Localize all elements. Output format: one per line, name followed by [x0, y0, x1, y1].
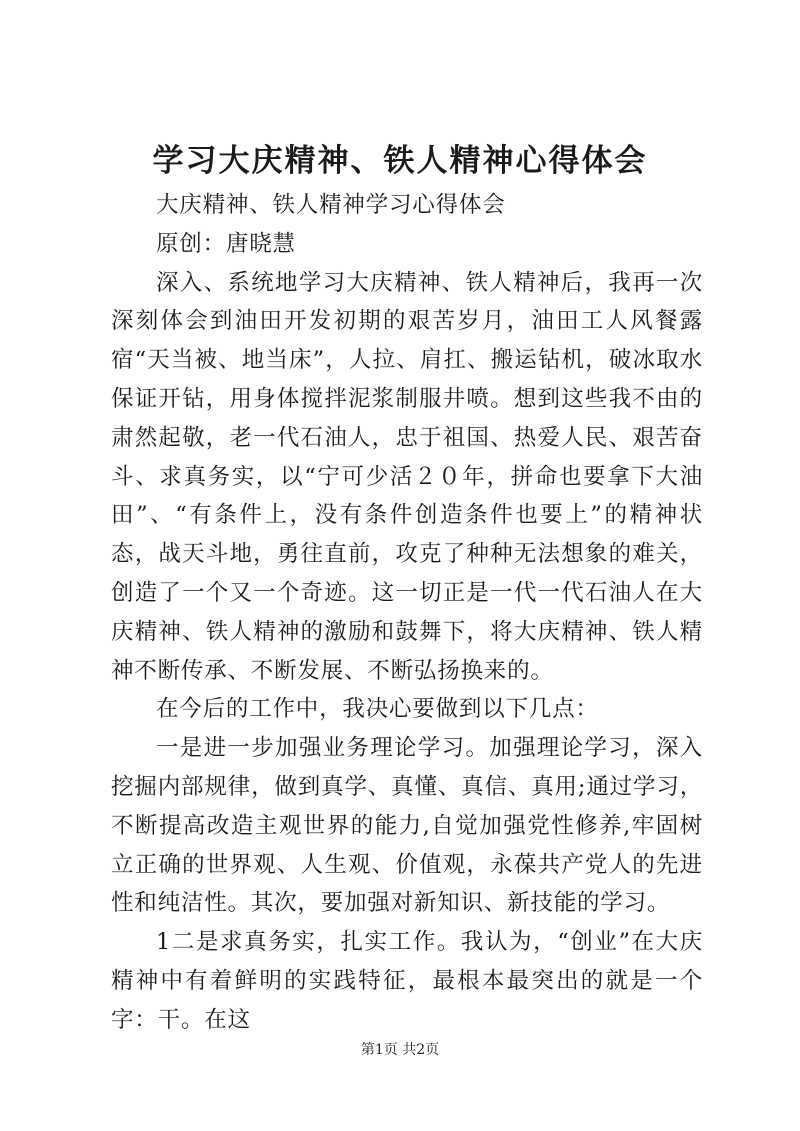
body-paragraph: 一是进一步加强业务理论学习。加强理论学习，深入挖掘内部规律，做到真学、真懂、真信、真用;通过学习，不断提高改造主观世界的能力,自觉加强党性修养,牢固树立正确的世界观、人生观、价值观，永葆共产党人的先进性和纯洁性。其次，要加强对新知识、新技能的学习。 — [111, 735, 703, 917]
body-paragraph: 1二是求真务实，扎实工作。我认为，“创业”在大庆精神中有着鲜明的实践特征，最根本最突出的就是一个字：干。在这 — [111, 929, 703, 1033]
document-title: 学习大庆精神、铁人精神心得体会 — [152, 143, 648, 179]
body-paragraph: 深入、系统地学习大庆精神、铁人精神后，我再一次深刻体会到油田开发初期的艰苦岁月，油田工人风餐露宿“天当被、地当床”，人拉、肩扛、搬运钻机，破冰取水保证开钻，用身体搅拌泥浆制服井喷。想到这些我不由的肃然起敬，老一代石油人，忠于祖国、热爱人民、艰苦奋斗、求真务实，以“宁可少活２０年，拼命也要拿下大油田”、“有条件上，没有条件创造条件也要上”的精神状态，战天斗地，勇往直前，攻克了种种无法想象的难关，创造了一个又一个奇迹。这一切正是一代一代石油人在大庆精神、铁人精神的激励和鼓舞下，将大庆精神、铁人精神不断传承、不断发展、不断弘扬换来的。 — [111, 269, 703, 684]
body-paragraph: 在今后的工作中，我决心要做到以下几点： — [156, 696, 599, 723]
page-number-footer: 第1页 共2页 — [360, 1042, 440, 1058]
document-body — [111, 186, 703, 1040]
subtitle-paragraph: 大庆精神、铁人精神学习心得体会 — [156, 192, 506, 218]
author-paragraph: 原创：唐晓慧 — [156, 230, 296, 257]
